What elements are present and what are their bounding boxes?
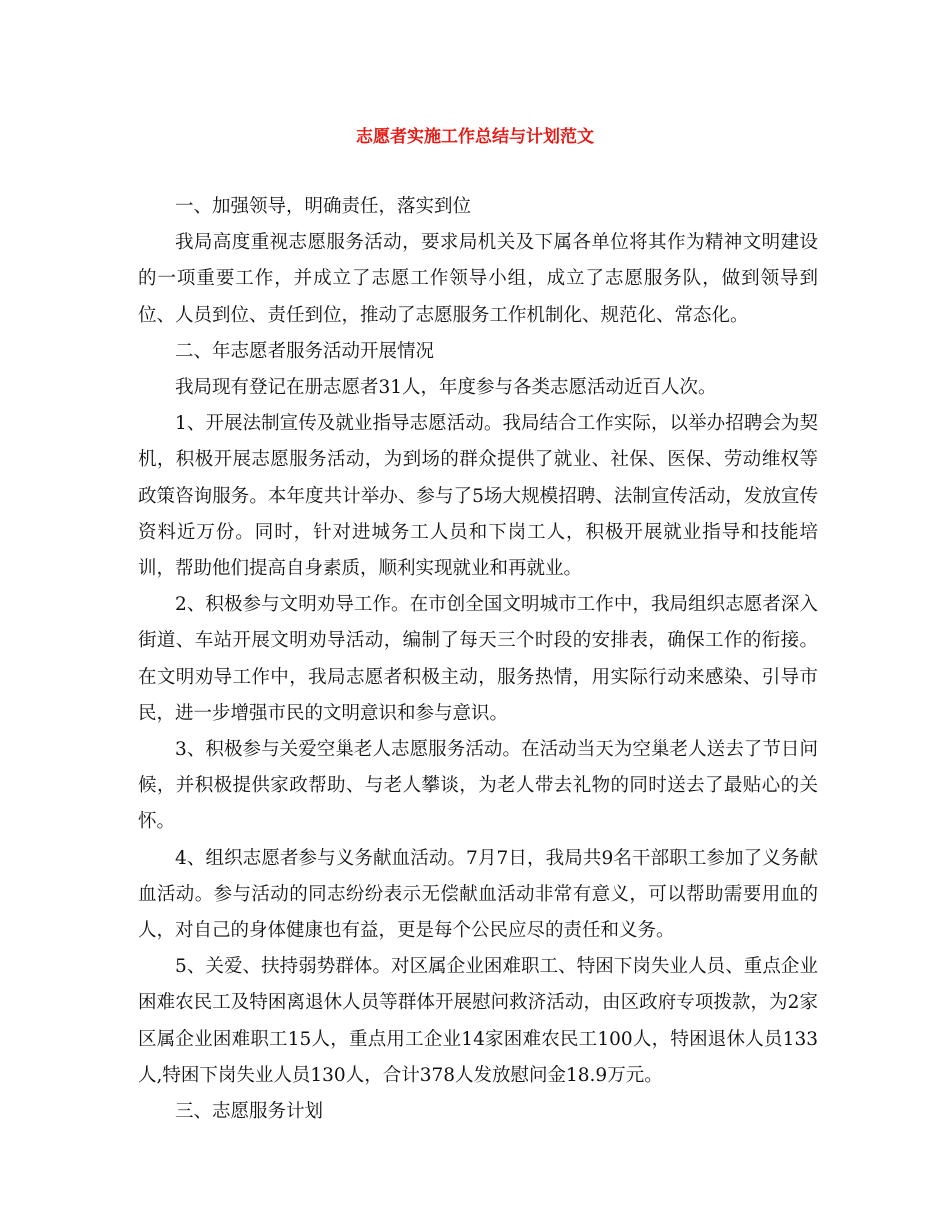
paragraph-item-3: 3、积极参与关爱空巢老人志愿服务活动。在活动当天为空巢老人送去了节日问候，并积极提供家政帮助、与老人攀谈，为老人带去礼物的同时送去了最贴心的关怀。 (138, 739, 818, 833)
section-heading-3: 三、志愿服务计划 (175, 1101, 324, 1123)
paragraph-item-2: 2、积极参与文明劝导工作。在市创全国文明城市工作中，我局组织志愿者深入街道、车站开展文明劝导活动，编制了每天三个时段的安排表，确保工作的衔接。在文明劝导工作中，我局志愿者积极主动，服务热情，用实际行动来感染、引导市民，进一步增强市民的文明意识和参与意识。 (138, 594, 818, 724)
paragraph-item-1: 1、开展法制宣传及就业指导志愿活动。我局结合工作实际，以举办招聘会为契机，积极开展志愿服务活动，为到场的群众提供了就业、社保、医保、劳动维权等政策咨询服务。本年度共计举办、参与了5场大规模招聘、法制宣传活动，发放宣传资料近万份。同时，针对进城务工人员和下岗工人，积极开展就业指导和技能培训，帮助他们提高自身素质，顺利实现就业和再就业。 (138, 413, 818, 580)
paragraph-item-4: 4、组织志愿者参与义务献血活动。7月7日，我局共9名干部职工参加了义务献血活动。参与活动的同志纷纷表示无偿献血活动非常有意义，可以帮助需要用血的人，对自己的身体健康也有益，更是每个公民应尽的责任和义务。 (138, 847, 818, 942)
section-heading-1: 一、加强领导，明确责任，落实到位 (175, 196, 472, 217)
section-heading-2: 二、年志愿者服务活动开展情况 (175, 340, 435, 362)
document-title: 志愿者实施工作总结与计划范文 (356, 127, 594, 147)
document-body (138, 189, 818, 1130)
paragraph-volunteer-count: 我局现有登记在册志愿者31人，年度参与各类志愿活动近百人次。 (175, 377, 717, 399)
paragraph-leadership: 我局高度重视志愿服务活动，要求局机关及下属各单位将其作为精神文明建设的一项重要工作，并成立了志愿工作领导小组，成立了志愿服务队，做到领导到位、人员到位、责任到位，推动了志愿服务工作机制化、规范化、常态化。 (138, 232, 818, 326)
paragraph-item-5: 5、关爱、扶持弱势群体。对区属企业困难职工、特困下岗失业人员、重点企业困难农民工及特困离退休人员等群体开展慰问救济活动，由区政府专项拨款，为2家区属企业困难职工15人，重点用工企业14家困难农民工100人，特困退休人员133人,特困下岗失业人员130人，合计378人发放慰问金18.9万元。 (138, 956, 818, 1086)
